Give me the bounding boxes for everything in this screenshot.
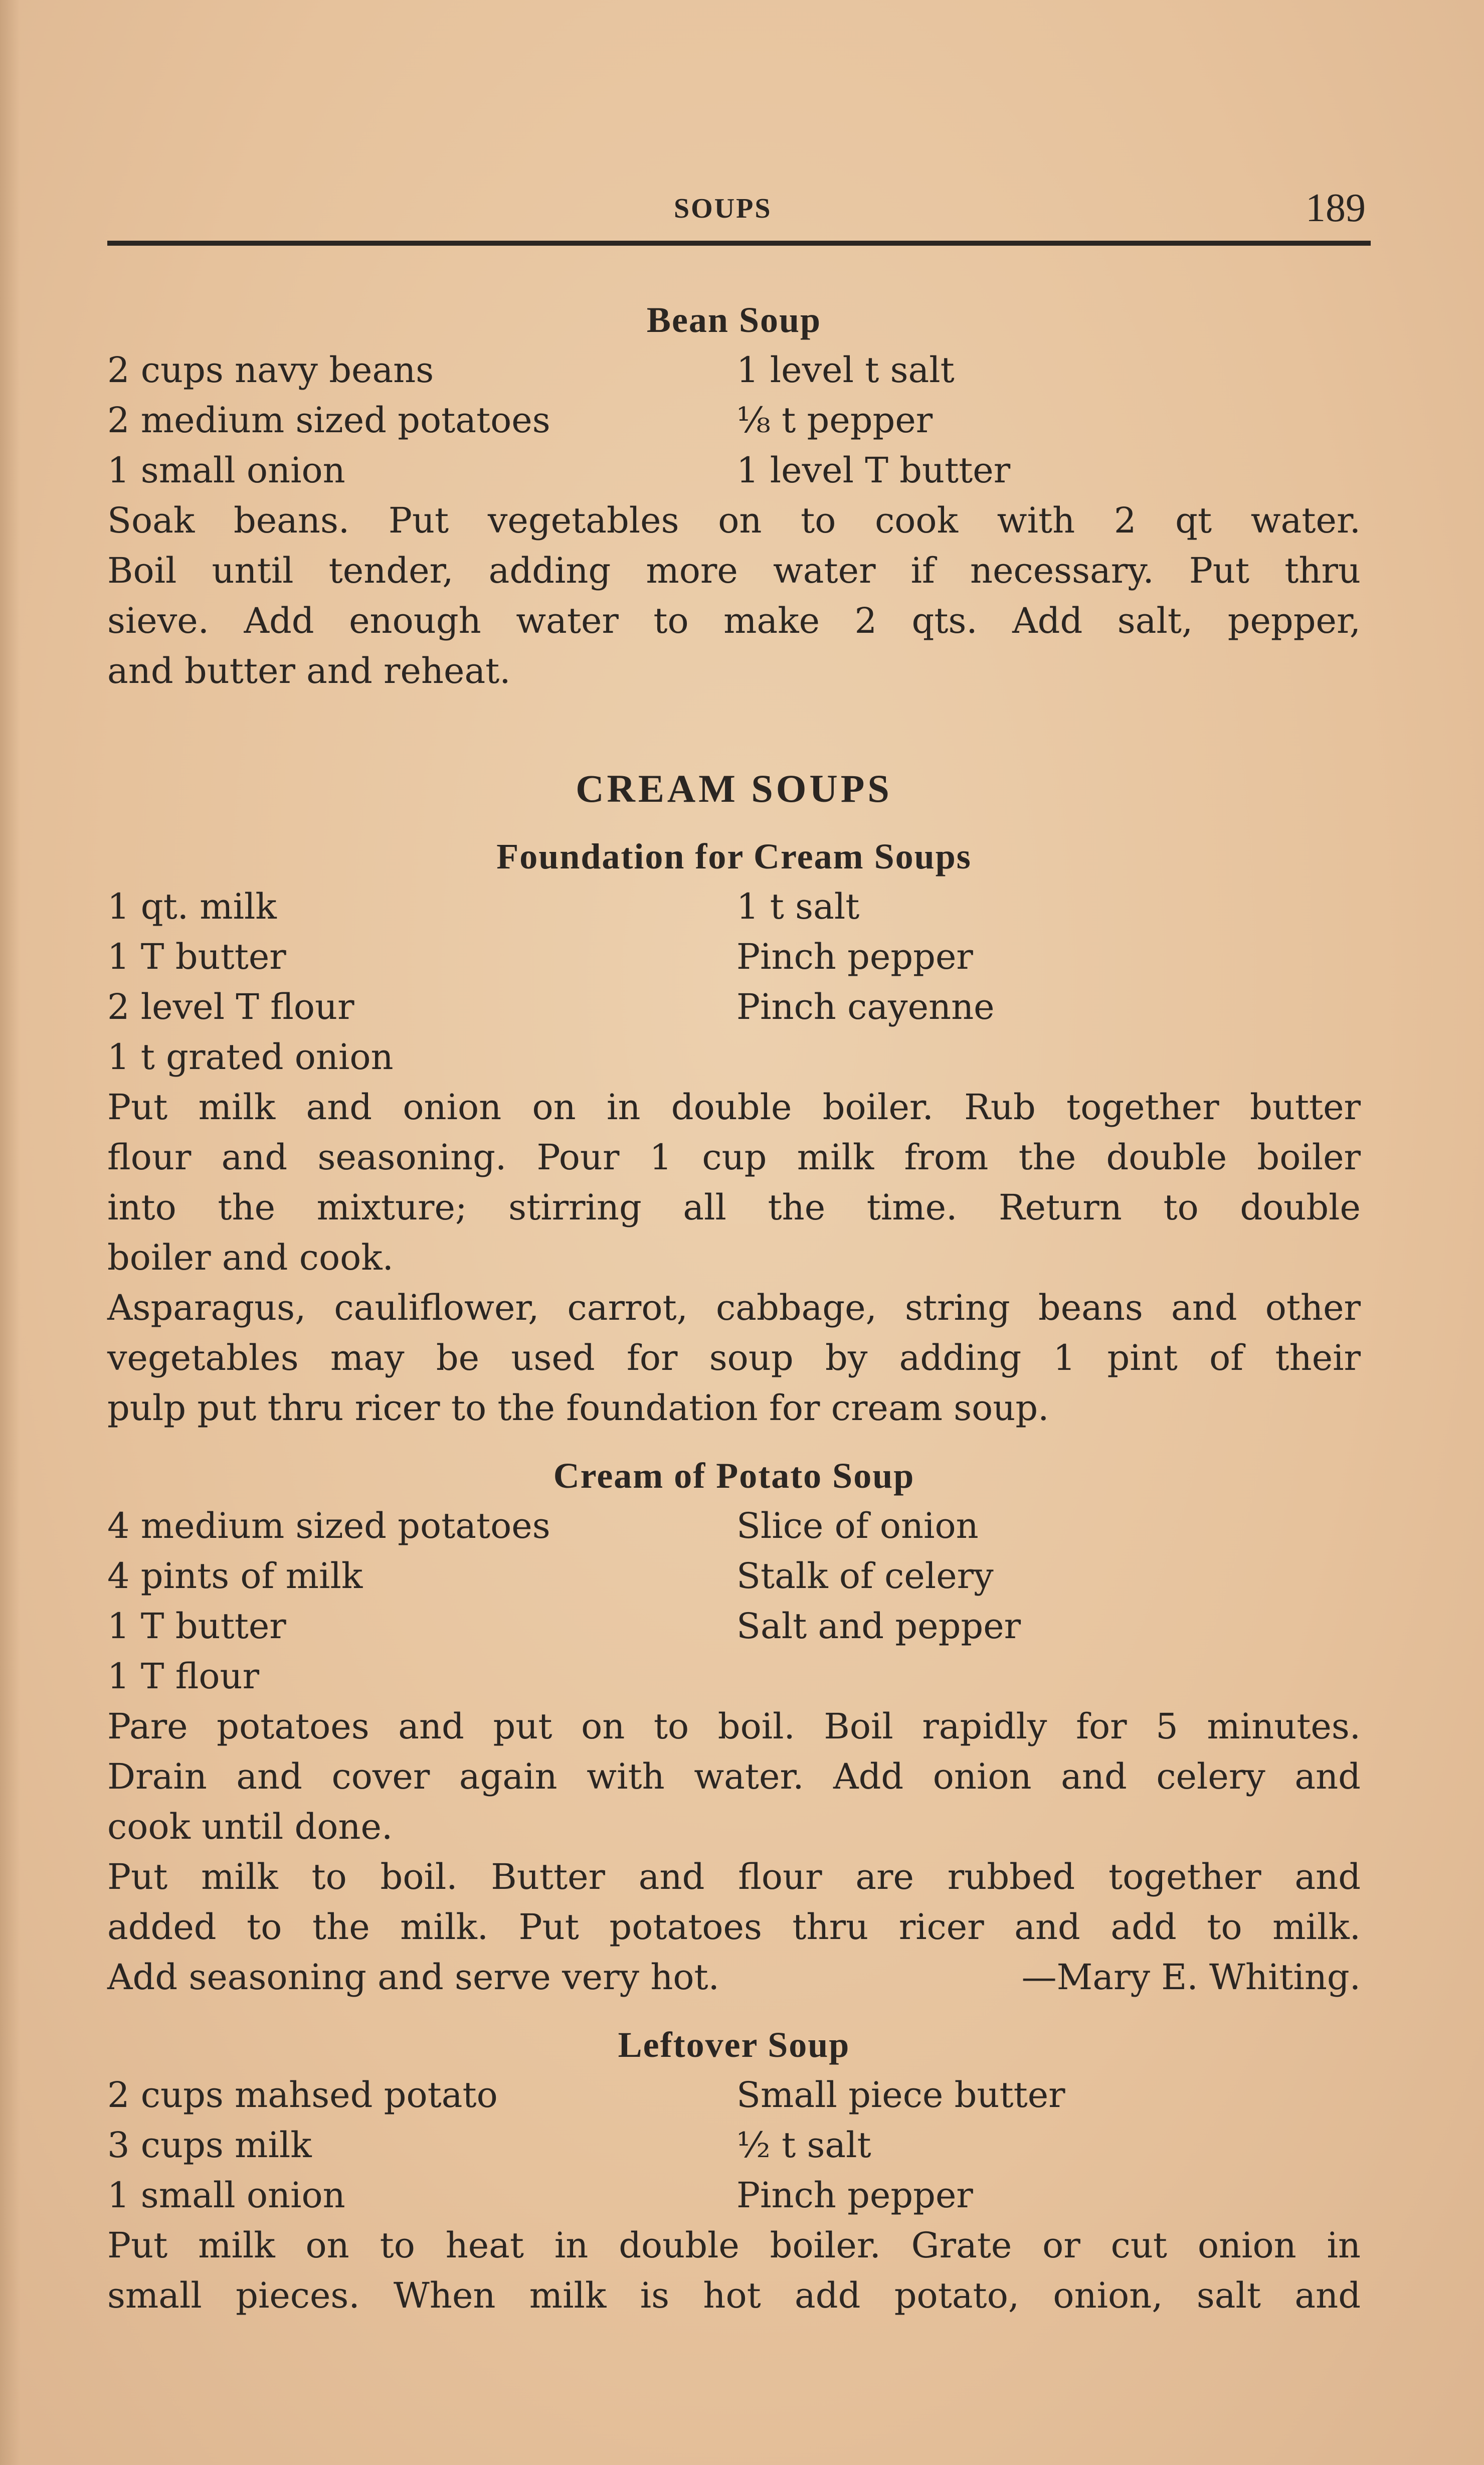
ingredient-right: 1 level T butter — [736, 450, 1011, 491]
ingredient-right: Pinch pepper — [736, 2175, 973, 2216]
running-head: SOUPS — [674, 193, 772, 224]
page-number: 189 — [1306, 186, 1366, 230]
directions-line: into the mixture; stirring all the time. Return to double — [107, 1187, 1361, 1228]
ingredient-left: 1 small onion — [107, 450, 345, 491]
recipe-title-bean-soup: Bean Soup — [646, 300, 822, 340]
ingredient-row — [107, 2070, 1361, 2120]
directions-line: Boil until tender, adding more water if necessary. Put thru — [107, 550, 1361, 591]
ingredient-row — [107, 1651, 1361, 1701]
ingredient-row — [107, 1601, 1361, 1651]
directions-line: Put milk on to heat in double boiler. Grate or cut onion in — [107, 2225, 1361, 2266]
ingredient-right: Pinch cayenne — [736, 986, 995, 1027]
ingredient-left: 2 cups mahsed potato — [107, 2074, 498, 2116]
ingredient-right: Pinch pepper — [736, 936, 973, 977]
recipe-title-foundation: Foundation for Cream Soups — [496, 836, 972, 876]
ingredient-row — [107, 395, 1361, 445]
section-title-cream-soups: CREAM SOUPS — [576, 767, 892, 810]
directions-line: flour and seasoning. Pour 1 cup milk from the double boiler — [107, 1137, 1361, 1178]
ingredient-left: 3 cups milk — [107, 2125, 312, 2166]
directions-line: Pare potatoes and put on to boil. Boil rapidly for 5 minutes. — [107, 1706, 1361, 1747]
ingredient-right: 1 level t salt — [736, 349, 955, 391]
ingredient-right: Slice of onion — [736, 1505, 979, 1546]
directions-line: cook until done. — [107, 1806, 393, 1847]
directions-line: sieve. Add enough water to make 2 qts. Add salt, pepper, — [107, 600, 1361, 641]
directions-line: boiler and cook. — [107, 1237, 394, 1278]
page-spine-shadow — [0, 0, 20, 2465]
note-line: vegetables may be used for soup by adding 1 pint of their — [107, 1337, 1361, 1378]
ingredient-row — [107, 882, 1361, 932]
ingredient-row — [107, 982, 1361, 1032]
directions-line: Drain and cover again with water. Add onion and celery and — [107, 1756, 1361, 1797]
ingredient-left: 2 medium sized potatoes — [107, 400, 550, 441]
note-line: Asparagus, cauliflower, carrot, cabbage, string beans and other — [107, 1287, 1361, 1328]
ingredient-row — [107, 445, 1361, 495]
ingredient-left: 2 cups navy beans — [107, 349, 434, 391]
ingredient-left: 2 level T flour — [107, 986, 354, 1027]
ingredient-row — [107, 2170, 1361, 2220]
ingredient-right: Salt and pepper — [736, 1606, 1021, 1647]
recipe-title-leftover-soup: Leftover Soup — [618, 2025, 850, 2065]
ingredient-left: 1 T butter — [107, 936, 286, 977]
ingredient-left: 1 t grated onion — [107, 1036, 394, 1078]
directions-line: small pieces. When milk is hot add potato, onion, salt and — [107, 2275, 1361, 2316]
note-line: pulp put thru ricer to the foundation for cream soup. — [107, 1387, 1049, 1429]
ingredient-right: Small piece butter — [736, 2074, 1065, 2116]
ingredient-left: 1 small onion — [107, 2175, 345, 2216]
page-header — [107, 165, 1366, 241]
directions-last-line: Add seasoning and serve very hot. — [107, 1957, 719, 1998]
ingredient-left: 1 T flour — [107, 1656, 260, 1697]
ingredient-row — [107, 2120, 1361, 2170]
ingredient-left: 1 qt. milk — [107, 886, 277, 927]
page-body — [107, 295, 1361, 2321]
directions-line: and butter and reheat. — [107, 650, 511, 691]
ingredient-left: 1 T butter — [107, 1606, 286, 1647]
directions-line: Put milk and onion on in double boiler. Rub together butter — [107, 1087, 1361, 1128]
ingredient-right: ⅛ t pepper — [736, 400, 933, 441]
ingredient-row — [107, 1032, 1361, 1082]
header-rule — [107, 241, 1371, 246]
directions-line: Soak beans. Put vegetables on to cook with 2 qt water. — [107, 500, 1361, 541]
ingredient-left: 4 pints of milk — [107, 1555, 363, 1597]
directions-line: Put milk to boil. Butter and flour are rubbed together and — [107, 1856, 1361, 1897]
ingredient-row — [107, 345, 1361, 395]
book-page — [107, 165, 1366, 2316]
ingredient-left: 4 medium sized potatoes — [107, 1505, 550, 1546]
ingredient-row — [107, 932, 1361, 982]
recipe-title-cream-of-potato: Cream of Potato Soup — [553, 1456, 915, 1496]
ingredient-right: Stalk of celery — [736, 1555, 994, 1597]
directions-line-with-signature — [107, 1952, 1361, 2002]
ingredient-right: 1 t salt — [736, 886, 860, 927]
ingredient-right: ½ t salt — [736, 2125, 871, 2166]
ingredient-row — [107, 1551, 1361, 1601]
recipe-signature: —Mary E. Whiting. — [1021, 1957, 1361, 1998]
ingredient-row — [107, 1501, 1361, 1551]
directions-line: added to the milk. Put potatoes thru ricer and add to milk. — [107, 1906, 1361, 1948]
